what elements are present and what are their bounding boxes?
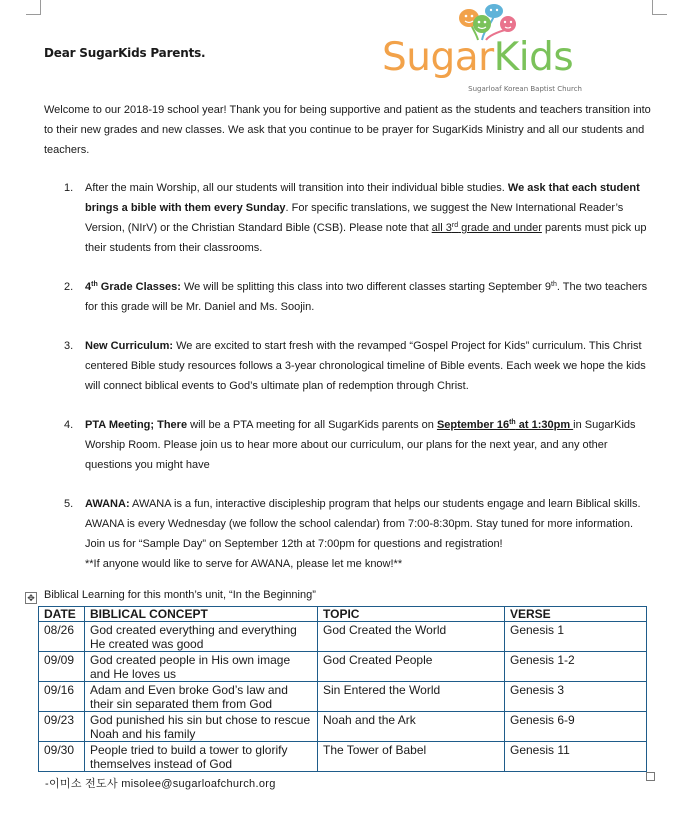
table-cell-concept: God created people in His own image and He loves us xyxy=(85,652,318,682)
item-text: AWANA is a fun, interactive discipleship program that helps our students engage and learn Biblical skills. AWANA is every Wednesday (we follow the school calendar) from 7:00-8:30pm. Stay tuned for more information. Join us for “Sample Day” on September 12th at 7:00pm for questions and registration! xyxy=(85,498,641,550)
item-text: will be a PTA meeting for all SugarKids parents on xyxy=(187,419,437,431)
list-number: 1. xyxy=(64,182,74,194)
underlined-part: all 3 xyxy=(431,222,452,234)
title-part: 4 xyxy=(85,281,92,293)
greeting: Dear SugarKids Parents. xyxy=(44,46,206,60)
table-cell-date: 09/23 xyxy=(39,712,85,742)
list-item xyxy=(44,336,656,396)
column-header: TOPIC xyxy=(318,607,505,622)
announcement-list xyxy=(44,178,656,593)
table-cell-concept: Adam and Even broke God’s law and their sin separated them from God xyxy=(85,682,318,712)
table-row xyxy=(39,622,647,652)
table-cell-topic: God Created People xyxy=(318,652,505,682)
table-cell-topic: God Created the World xyxy=(318,622,505,652)
page-corner-mark-left xyxy=(26,0,41,15)
item-text: After the main Worship, all our students will transition into their individual bible studies. xyxy=(85,182,508,194)
table-caption: Biblical Learning for this month’s unit, “In the Beginning” xyxy=(44,589,316,601)
logo-subtitle: Sugarloaf Korean Baptist Church xyxy=(468,85,582,93)
table-cell-concept: People tried to build a tower to glorify themselves instead of God xyxy=(85,742,318,772)
superscript: th xyxy=(509,419,516,426)
list-item xyxy=(44,277,656,317)
table-row xyxy=(39,682,647,712)
logo-wordmark xyxy=(382,35,574,80)
item-text: **If anyone would like to serve for AWANA, please let me know!** xyxy=(85,558,403,570)
table-cell-verse: Genesis 6-9 xyxy=(505,712,647,742)
list-item xyxy=(44,415,656,475)
item-emphasis: We ask that each student brings a bible with them every Sunday xyxy=(85,182,640,214)
lesson-table xyxy=(38,606,647,772)
item-title: New Curriculum: xyxy=(85,340,174,352)
move-handle-icon[interactable]: ✥ xyxy=(25,592,37,604)
meeting-date xyxy=(437,419,573,431)
table-header-row xyxy=(39,607,647,622)
table-row xyxy=(39,712,647,742)
table-cell-date: 08/26 xyxy=(39,622,85,652)
table-cell-verse: Genesis 3 xyxy=(505,682,647,712)
column-header: BIBLICAL CONCEPT xyxy=(85,607,318,622)
table-cell-verse: Genesis 1-2 xyxy=(505,652,647,682)
table-cell-verse: Genesis 1 xyxy=(505,622,647,652)
column-header: VERSE xyxy=(505,607,647,622)
resize-handle-icon[interactable] xyxy=(646,772,655,781)
footer-signature: -이미소 전도사 misolee@sugarloafchurch.org xyxy=(45,778,276,790)
table-cell-concept: God created everything and everything He created was good xyxy=(85,622,318,652)
table-row xyxy=(39,652,647,682)
logo-word-sugar: Sugar xyxy=(382,35,494,80)
intro-paragraph: Welcome to our 2018-19 school year! Thank you for being supportive and patient as the students and teachers transition into to their new grades and new classes. We ask that you continue to be prayer for SugarKids Ministry and all our students and teachers. xyxy=(44,104,651,156)
table-cell-concept: God punished his sin but chose to rescue Noah and his family xyxy=(85,712,318,742)
table-cell-topic: Noah and the Ark xyxy=(318,712,505,742)
list-item xyxy=(44,494,656,574)
table-cell-date: 09/09 xyxy=(39,652,85,682)
superscript: th xyxy=(91,281,98,288)
item-text: . For specific translations, we suggest the New International Reader’s Version, (NIrV) or the Christian Standard Bible (CSB). Please note that xyxy=(85,202,624,234)
item-title: AWANA: xyxy=(85,498,130,510)
superscript: th xyxy=(551,281,557,288)
list-number: 3. xyxy=(64,340,74,352)
sugarkids-logo xyxy=(378,2,582,98)
item-text: . The two teachers for this grade will be Mr. Daniel and Ms. Soojin. xyxy=(85,281,648,313)
superscript: rd xyxy=(451,222,459,229)
title-part: Grade Classes: xyxy=(97,281,181,293)
table-cell-date: 09/30 xyxy=(39,742,85,772)
item-underlined-text xyxy=(432,222,542,234)
column-header: DATE xyxy=(39,607,85,622)
underlined-part: grade and under xyxy=(458,222,542,234)
item-text: in SugarKids Worship Room. Please join us to hear more about our curriculum, our plans for the next year, and any other questions you might have xyxy=(85,419,636,471)
date-part: at 1:30pm xyxy=(515,419,574,431)
item-text: parents must pick up their students from their classrooms. xyxy=(85,222,647,254)
item-text: We will be splitting this class into two different classes starting September 9 xyxy=(180,281,551,293)
item-text: We are excited to start fresh with the revamped “Gospel Project for Kids” curriculum. This Christ centered Bible study resources follows a 3-year chronological timeline of Bible events. Each week we hope the kids will connect biblical events to God’s ultimate plan of redemption through Christ. xyxy=(85,340,646,392)
table-cell-verse: Genesis 11 xyxy=(505,742,647,772)
table-cell-date: 09/16 xyxy=(39,682,85,712)
page-corner-mark-right xyxy=(652,0,667,15)
date-part: September 16 xyxy=(436,419,510,431)
table-row xyxy=(39,742,647,772)
list-number: 4. xyxy=(64,419,74,431)
list-number: 5. xyxy=(64,498,74,510)
list-item xyxy=(44,178,656,258)
item-title xyxy=(85,281,181,293)
table-cell-topic: Sin Entered the World xyxy=(318,682,505,712)
list-number: 2. xyxy=(64,281,74,293)
table-cell-topic: The Tower of Babel xyxy=(318,742,505,772)
logo-word-kids: Kids xyxy=(493,35,574,80)
item-title: PTA Meeting; There xyxy=(85,419,188,431)
